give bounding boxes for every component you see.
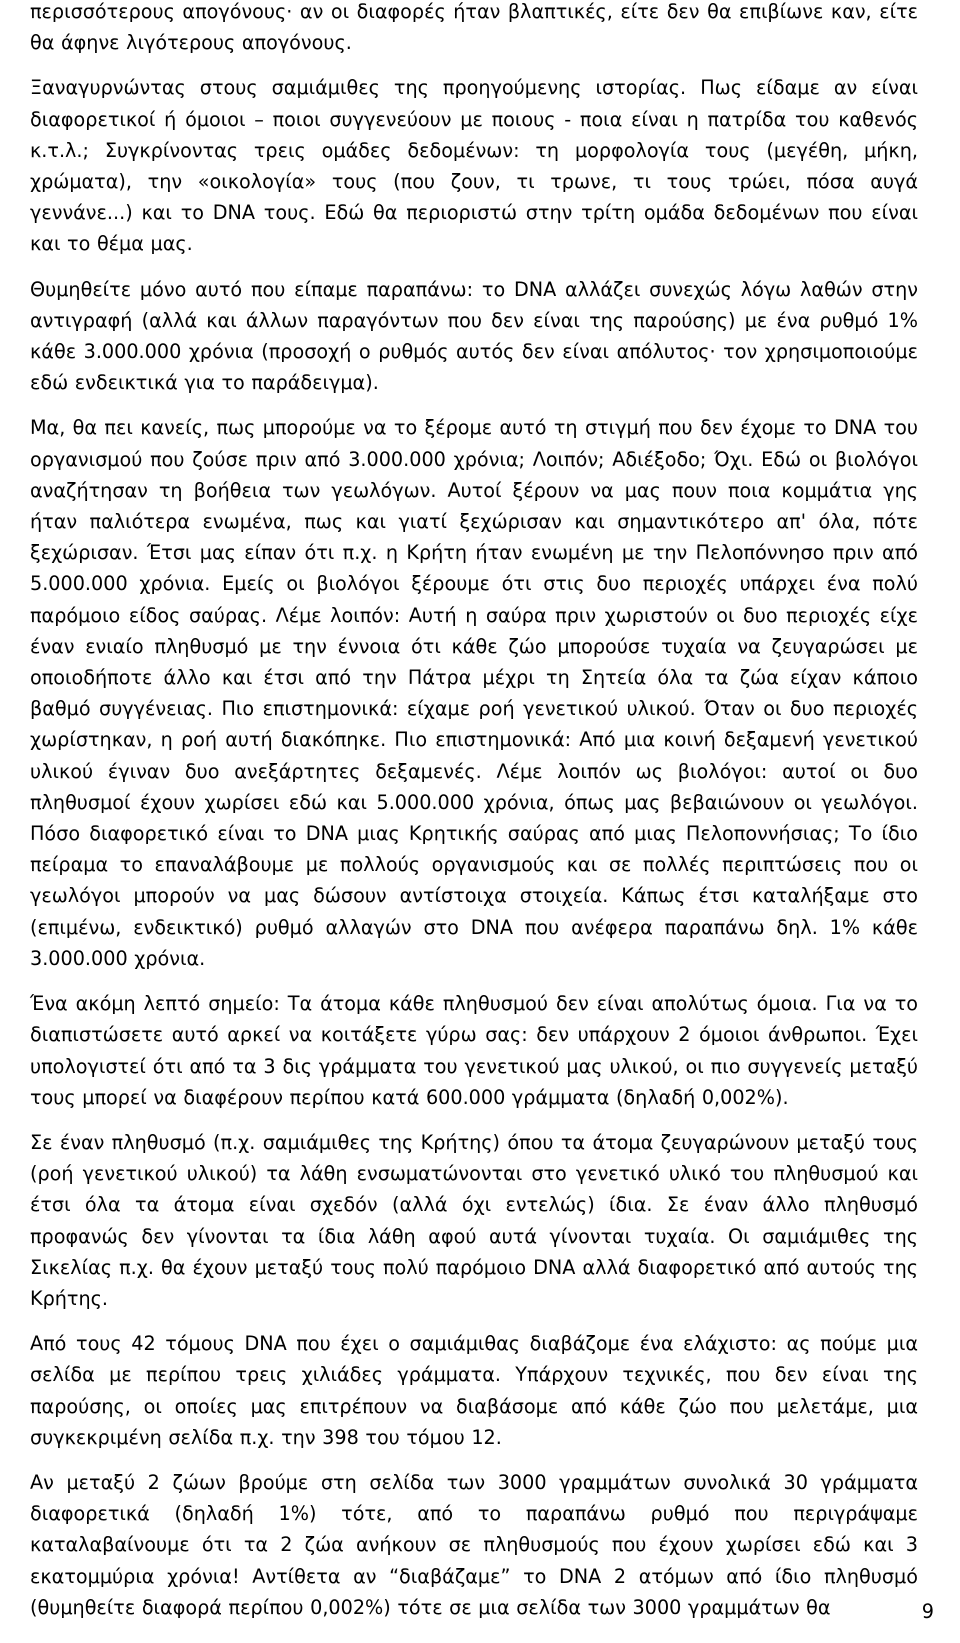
paragraph-comparison: Αν μεταξύ 2 ζώων βρούμε στη σελίδα των 3000 γραμμάτων συνολικά 30 γράμματα διαφορετικά (δηλαδή 1%) τότε, από το παραπάνω ρυθμό που περιγράψαμε καταλαβαίνουμε ότι τα 2 ζώα ανήκουν σε πληθυσμούς που έχουν χωρίσει εδώ και 3 εκατομμύρια χρόνια! Αντίθετα αν “διαβάζαμε” το DNA 2 ατόμων από ίδιο πληθυσμό (θυμηθείτε διαφορά περίπου 0,002%) τότε σε μια σελίδα των 3000 γραμμάτων θα: [30, 1470, 918, 1619]
paragraph-geologists: Μα, θα πει κανείς, πως μπορούμε να το ξέρομε αυτό τη στιγμή που δεν έχομε το DNA του οργανισμού που ζούσε πριν από 3.000.000 χρόνια; Λοιπόν; Αδιέξοδο; Όχι. Εδώ οι βιολόγοι αναζήτησαν τη βοήθεια των γεωλόγων. Αυτοί ξέρουν να μας πουν ποια κομμάτια γης ήταν παλιότερα ενωμένα, πως και γιατί ξεχώρισαν και σημαντικότερο απ' όλα, πότε ξεχώρισαν. Έτσι μας είπαν ότι π.χ. η Κρήτη ήταν ενωμένη με την Πελοπόννησο πριν από 5.000.000 χρόνια. Εμείς οι βιολόγοι ξέρουμε ότι στις δυο περιοχές υπάρχει ένα πολύ παρόμοιο είδος σαύρας. Λέμε λοιπόν: Αυτή η σαύρα πριν χωριστούν οι δυο περιοχές είχε έναν ενιαίο πληθυσμό με την έννοια ότι κάθε ζώο μπορούσε τυχαία να ζευγαρώσει με οποιοδήποτε άλλο και έτσι από την Πάτρα μέχρι τη Σητεία όλα τα ζώα είχαν κάποιο βαθμό συγγένειας. Πιο επιστημονικά: είχαμε ροή γενετικού υλικού. Όταν οι δυο περιοχές χωρίστηκαν, η ροή αυτή διακόπηκε. Πιο επιστημονικά: Από μια κοινή δεξαμενή γενετικού υλικού έγιναν δυο ανεξάρτητες δεξαμενές. Λέμε λοιπόν ως βιολόγοι: αυτοί οι δυο πληθυσμοί έχουν χωρίσει εδώ και 5.000.000 χρόνια, όπως μας βεβαιώνουν οι γεωλόγοι. Πόσο διαφορετικό είναι το DNA μιας Κρητικής σαύρας από μιας Πελοποννήσιας; Το ίδιο πείραμα το επαναλάβουμε με πολλούς οργανισμούς και σε πολλές περιπτώσεις που οι γεωλόγοι μπορούν να μας δώσουν αντίστοιχα στοιχεία. Κάπως έτσι καταλήξαμε στο (επιμένω, ενδεικτικό) ρυθμό αλλαγών στο DNA που ανέφερα παραπάνω δηλ. 1% κάθε 3.000.000 χρόνια.: [30, 416, 918, 970]
page-number: 9: [921, 1600, 934, 1623]
paragraph-dna-rate: Θυμηθείτε μόνο αυτό που είπαμε παραπάνω: το DNA αλλάζει συνεχώς λόγω λαθών στην αντιγραφή (αλλά και άλλων παραγόντων που δεν είναι της παρούσης) με ένα ρυθμό 1% κάθε 3.000.000 χρόνια (προσοχή ο ρυθμός αυτός δεν είναι απόλυτος· τον χρησιμοποιούμε εδώ ενδεικτικά για το παράδειγμα).: [30, 277, 918, 395]
paragraph-population-errors: Σε έναν πληθυσμό (π.χ. σαμιάμιθες της Κρήτης) όπου τα άτομα ζευγαρώνουν μεταξύ τους (ροή γενετικού υλικού) τα λάθη ενσωματώνονται στο γενετικό υλικό του πληθυσμού και έτσι όλα τα άτομα είναι σχεδόν (αλλά όχι εντελώς) ίδια. Σε έναν άλλο πληθυσμό προφανώς δεν γίνονται τα ίδια λάθη αφού αυτά γίνονται τυχαία. Οι σαμιάμιθες της Σικελίας π.χ. θα έχουν μεταξύ τους πολύ παρόμοιο DNA αλλά διαφορετικό από αυτούς της Κρήτης.: [30, 1130, 918, 1310]
paragraph-continuation: περισσότερους απογόνους· αν οι διαφορές ήταν βλαπτικές, είτε δεν θα επιβίωνε καν, είτε θα άφηνε λιγότερους απογόνους.: [30, 0, 918, 55]
paragraph-individual-variation: Ένα ακόμη λεπτό σημείο: Τα άτομα κάθε πληθυσμού δεν είναι απολύτως όμοια. Για να το διαπιστώσετε αυτό αρκεί να κοιτάξετε γύρω σας: δεν υπάρχουν 2 όμοιοι άνθρωποι. Έχει υπολογιστεί ότι από τα 3 δις γράμματα του γενετικού μας υλικού, οι πιο συγγενείς μεταξύ τους μπορεί να διαφέρουν περίπου κατά 600.000 γράμματα (δηλαδή 0,002%).: [30, 992, 918, 1109]
body-text: [30, 0, 918, 1637]
paragraph-samiamithes-intro: Ξαναγυρνώντας στους σαμιάμιθες της προηγούμενης ιστορίας. Πως είδαμε αν είναι διαφορετικοί ή όμοιοι – ποιοι συγγενεύουν με ποιους - ποια είναι η πατρίδα του καθενός κ.τ.λ.; Συγκρίνοντας τρεις ομάδες δεδομένων: τη μορφολογία τους (μεγέθη, μήκη, χρώματα), την «οικολογία» τους (που ζουν, τι τρωνε, τι τους τρώει, πόσα αυγά γεννάνε...) και το DNA τους. Εδώ θα περιοριστώ στην τρίτη ομάδα δεδομένων που είναι και το θέμα μας.: [30, 76, 918, 256]
paragraph-dna-volumes: Από τους 42 τόμους DNA που έχει ο σαμιάμιθας διαβάζομε ένα ελάχιστο: ας πούμε μια σελίδα με περίπου τρεις χιλιάδες γράμματα. Υπάρχουν τεχνικές, που δεν είναι της παρούσης, οι οποίες μας επιτρέπουν να διαβάσομε από κάθε ζώο που μελετάμε, μια συγκεκριμένη σελίδα π.χ. την 398 του τόμου 12.: [30, 1332, 918, 1449]
